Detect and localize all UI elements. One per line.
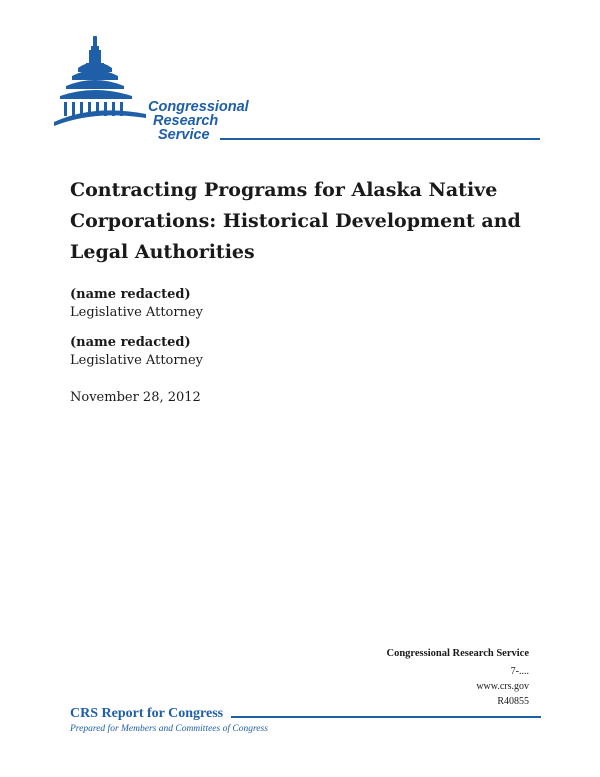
logo-line-3: Service <box>158 127 210 143</box>
author-role: Legislative Attorney <box>70 305 203 320</box>
author-block <box>70 334 203 370</box>
author-name: (name redacted) <box>70 287 191 302</box>
crs-org-name: Congressional Research Service <box>386 648 529 659</box>
capitol-dome-icon <box>54 34 154 146</box>
logo-line-2: Research <box>153 113 219 129</box>
logo-divider <box>220 138 540 140</box>
report-date: November 28, 2012 <box>70 390 201 405</box>
logo-wordmark <box>148 100 249 142</box>
author-name: (name redacted) <box>70 335 191 350</box>
crs-logo <box>54 34 544 146</box>
report-number: R40855 <box>497 696 529 707</box>
footer-subtitle: Prepared for Members and Committees of Congress <box>70 724 268 734</box>
logo-line-1: Congressional <box>148 99 249 115</box>
author-role: Legislative Attorney <box>70 353 203 368</box>
author-block <box>70 286 203 322</box>
crs-info-block <box>386 646 529 709</box>
crs-url[interactable]: www.crs.gov <box>476 681 529 692</box>
footer-divider <box>231 716 541 718</box>
crs-phone: 7-.... <box>510 666 529 677</box>
report-title: Contracting Programs for Alaska Native Corporations: Historical Development and Legal Authorities <box>70 179 521 263</box>
footer-title: CRS Report for Congress <box>70 706 224 721</box>
